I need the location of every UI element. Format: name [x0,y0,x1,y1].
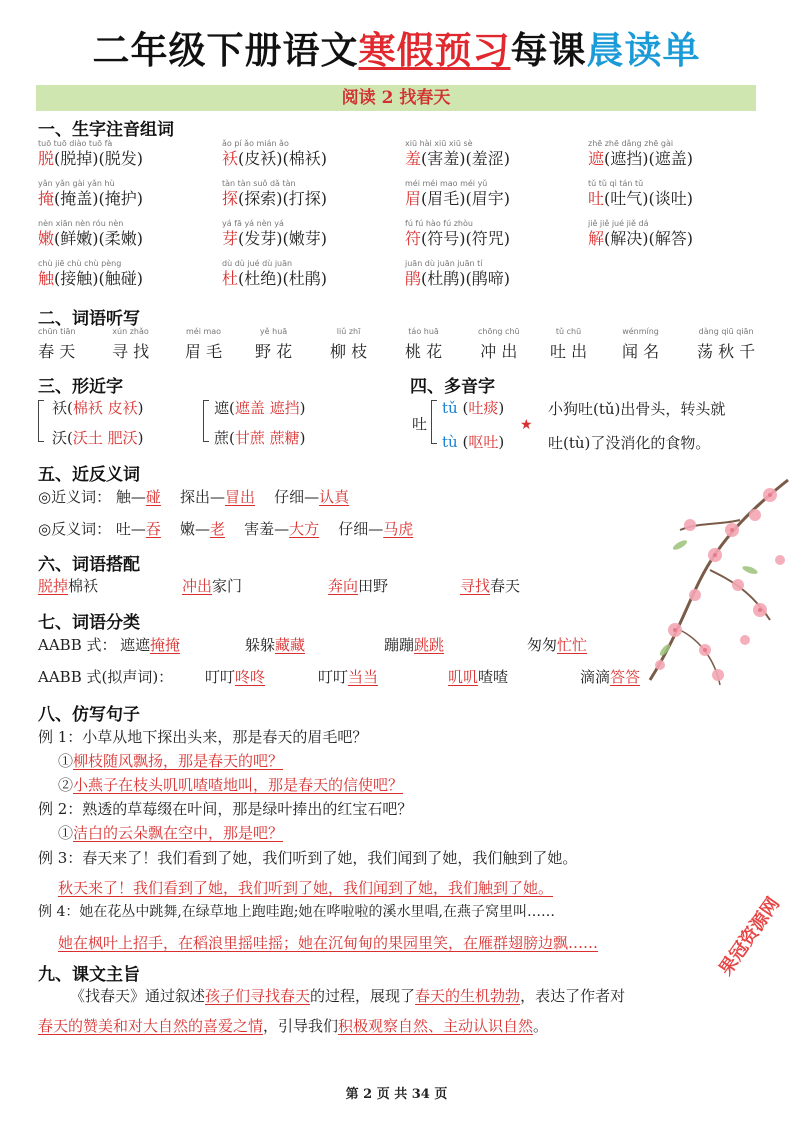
title-part2: 寒假预习 [358,29,511,72]
collocation-item: 脱掉棉袄 [38,577,99,595]
char-entry [38,138,208,169]
word: 吐 出 [550,342,588,361]
pinyin: tǔ tǔ qì tán tǔ [588,179,644,188]
section6-heading: 六、词语搭配 [38,555,140,575]
pinyin: nèn xiān nèn róu nèn [38,219,124,228]
section1-heading: 一、生字注音组词 [38,120,174,140]
pinyin: chù jiē chù chù pèng [38,259,122,268]
char-words: 脱(脱掉)(脱发) [38,149,143,168]
pinyin: méi méi mao méi yǔ [405,179,488,188]
char-entry [38,258,208,289]
pinyin: juān dù juān juān tí [405,259,483,268]
section8-heading: 八、仿写句子 [38,705,140,725]
word: 春 天 [38,342,76,361]
char-entry [405,258,575,289]
dictation-word [330,327,367,362]
pinyin: táo huā [408,327,439,336]
aabb-item: 叮叮当当 [318,668,379,686]
pinyin: xiū hài xiū xiū sè [405,139,473,148]
pinyin: chōng chū [478,327,520,336]
title-part4: 晨读单 [586,29,701,72]
bracket-right [203,400,209,442]
char-entry [588,138,758,169]
char-entry [588,178,758,209]
dictation-word [478,327,520,362]
answer-sentence: ①柳枝随风飘扬，那是春天的吧？ [58,752,284,770]
char-words: 符(符号)(符咒) [405,229,510,248]
pinyin: zhē zhē dǎng zhē gài [588,139,674,148]
word: 野 花 [255,342,293,361]
answer-sentence: ②小燕子在枝头叽叽喳喳地叫，那是春天的信使吧？ [58,776,404,794]
answer-sentence: 秋天来了！我们看到了她，我们听到了她，我们闻到了她，我们触到了她。 [58,879,554,897]
char-words: 袄(皮袄)(棉袄) [222,149,327,168]
polyphone-reading: tù (呕吐) [442,433,505,451]
aabb-item: 匆匆忙忙 [527,636,588,654]
watermark: 果冠资源网 [715,893,785,980]
dictation-word [622,327,659,362]
section7-heading: 七、词语分类 [38,613,140,633]
pinyin: chūn tiān [38,327,76,336]
aabb-label: AABB 式： [38,636,117,654]
star-icon: ★ [520,417,533,433]
antonym-row: ◎反义词： 吐—吞 嫩—老 害羞—大方 仔细—马虎 [38,520,414,538]
pinyin: tǔ chū [555,327,582,336]
answer-sentence: 她在枫叶上招手，在稻浪里摇哇摇；她在沉甸甸的果园里笑，在雁群翅膀边飘…… [58,934,599,952]
aabb-onomatopoeia-label: AABB 式(拟声词)： [38,668,174,686]
char-words: 触(接触)(触碰) [38,269,143,288]
pinyin: wénmíng [622,327,659,336]
collocation-item: 寻找春天 [460,577,521,595]
char-words: 吐(吐气)(谈吐) [588,189,693,208]
summary-line2: 春天的赞美和对大自然的喜爱之情，引导我们积极观察自然、主动认识自然。 [38,1017,549,1035]
section5-heading: 五、近反义词 [38,465,140,485]
bracket-left [38,400,44,442]
aabb-item: 蹦蹦跳跳 [384,636,445,654]
pinyin: xún zhǎo [112,327,149,336]
char-entry [222,138,392,169]
pinyin: méi mao [186,327,222,336]
dictation-word [38,327,75,362]
page-title [0,20,793,74]
pinyin: dàng qiū qiān [698,327,754,336]
answer-sentence: ①洁白的云朵飘在空中，那是吧？ [58,824,284,842]
word: 柳 枝 [330,342,368,361]
dictation-word [112,327,149,362]
title-part3: 每课 [510,29,587,72]
char-words: 掩(掩盖)(掩护) [38,189,143,208]
pinyin: tuō tuō diào tuō fà [38,139,113,148]
summary-line1: 《找春天》通过叙述孩子们寻找春天的过程，展现了春天的生机勃勃，表达了作者对 [70,987,626,1005]
polyphone-reading: tǔ (吐痰) [442,399,505,417]
polyphone-sentence: 小狗吐(tǔ)出骨头，转头就 [548,400,726,418]
pinyin: ǎo pí ǎo mián ǎo [222,139,289,148]
pinyin: yǎn yǎn gài yǎn hù [38,179,115,188]
char-entry [405,218,575,249]
aabb-item: 滴滴答答 [580,668,641,686]
char-entry [405,178,575,209]
dictation-word [185,327,222,362]
page-footer: 第 2 页 共 34 页 [345,1087,448,1102]
section9-heading: 九、课文主旨 [38,965,140,985]
lesson-banner: 阅读 2 找春天 [36,85,756,111]
similar-item: 遮(遮盖 遮挡) [214,399,306,417]
collocation-item: 冲出家门 [182,577,243,595]
word: 荡 秋 千 [697,342,756,361]
pinyin: liǔ zhī [336,327,361,336]
aabb-item: 躲躲藏藏 [245,636,306,654]
char-entry [222,218,392,249]
collocation-item: 奔向田野 [328,577,389,595]
char-entry [222,178,392,209]
word: 眉 毛 [185,342,223,361]
char-words: 解(解决)(解答) [588,229,693,248]
example-sentence: 例 1：小草从地下探出头来，那是春天的眉毛吧？ [38,728,368,746]
pinyin: dù dù jué dù juān [222,259,293,268]
aabb-item: 叮叮咚咚 [205,668,266,686]
blossom-branch-illustration [620,470,790,700]
polyphone-bracket [431,400,437,444]
char-words: 遮(遮挡)(遮盖) [588,149,693,168]
title-part1: 二年级下册语文 [92,29,359,72]
section3-heading: 三、形近字 [38,377,123,397]
example-sentence: 例 3：春天来了！我们看到了她，我们听到了她，我们闻到了她，我们触到了她。 [38,849,578,867]
similar-item: 袄(棉袄 皮袄) [52,399,144,417]
polyphone-char: 吐 [412,415,428,433]
word: 闻 名 [622,342,660,361]
char-entry [405,138,575,169]
section2-heading: 二、词语听写 [38,309,140,329]
example-sentence: 例 2：熟透的草莓缀在叶间，那是绿叶捧出的红宝石吧？ [38,800,413,818]
aabb-item: 遮遮掩掩 [120,636,181,654]
pinyin: yá fā yá nèn yá [222,219,284,228]
synonym-row: ◎近义词： 触—碰 探出—冒出 仔细—认真 [38,488,350,506]
pinyin: tàn tàn suǒ dǎ tàn [222,179,296,188]
aabb-item: 叽叽喳喳 [448,668,509,686]
char-entry [588,218,758,249]
char-words: 嫩(鲜嫩)(柔嫩) [38,229,143,248]
pinyin: fú fú hào fú zhòu [405,219,473,228]
char-entry [222,258,392,289]
dictation-word [697,327,755,362]
pinyin: jiě jiě jué jiě dá [588,219,649,228]
char-words: 鹃(杜鹃)(鹃啼) [405,269,510,288]
section4-heading: 四、多音字 [410,377,495,397]
char-words: 羞(害羞)(羞涩) [405,149,510,168]
similar-item: 蔗(甘蔗 蔗糖) [214,429,306,447]
char-entry [38,218,208,249]
example-sentence: 例 4：她在花丛中跳舞,在绿草地上跑哇跑;她在哗啦啦的溪水里唱,在燕子窝里叫…… [38,904,555,920]
dictation-word [255,327,292,362]
dictation-word [405,327,442,362]
similar-item: 沃(沃土 肥沃) [52,429,144,447]
word: 冲 出 [480,342,518,361]
polyphone-sentence: 吐(tù)了没消化的食物。 [548,434,711,452]
char-words: 探(探索)(打探) [222,189,327,208]
char-entry [38,178,208,209]
dictation-word [550,327,587,362]
word: 桃 花 [405,342,443,361]
char-words: 眉(眉毛)(眉宇) [405,189,510,208]
pinyin: yě huā [259,327,288,336]
char-words: 杜(杜绝)(杜鹃) [222,269,327,288]
word: 寻 找 [112,342,150,361]
char-words: 芽(发芽)(嫩芽) [222,229,327,248]
